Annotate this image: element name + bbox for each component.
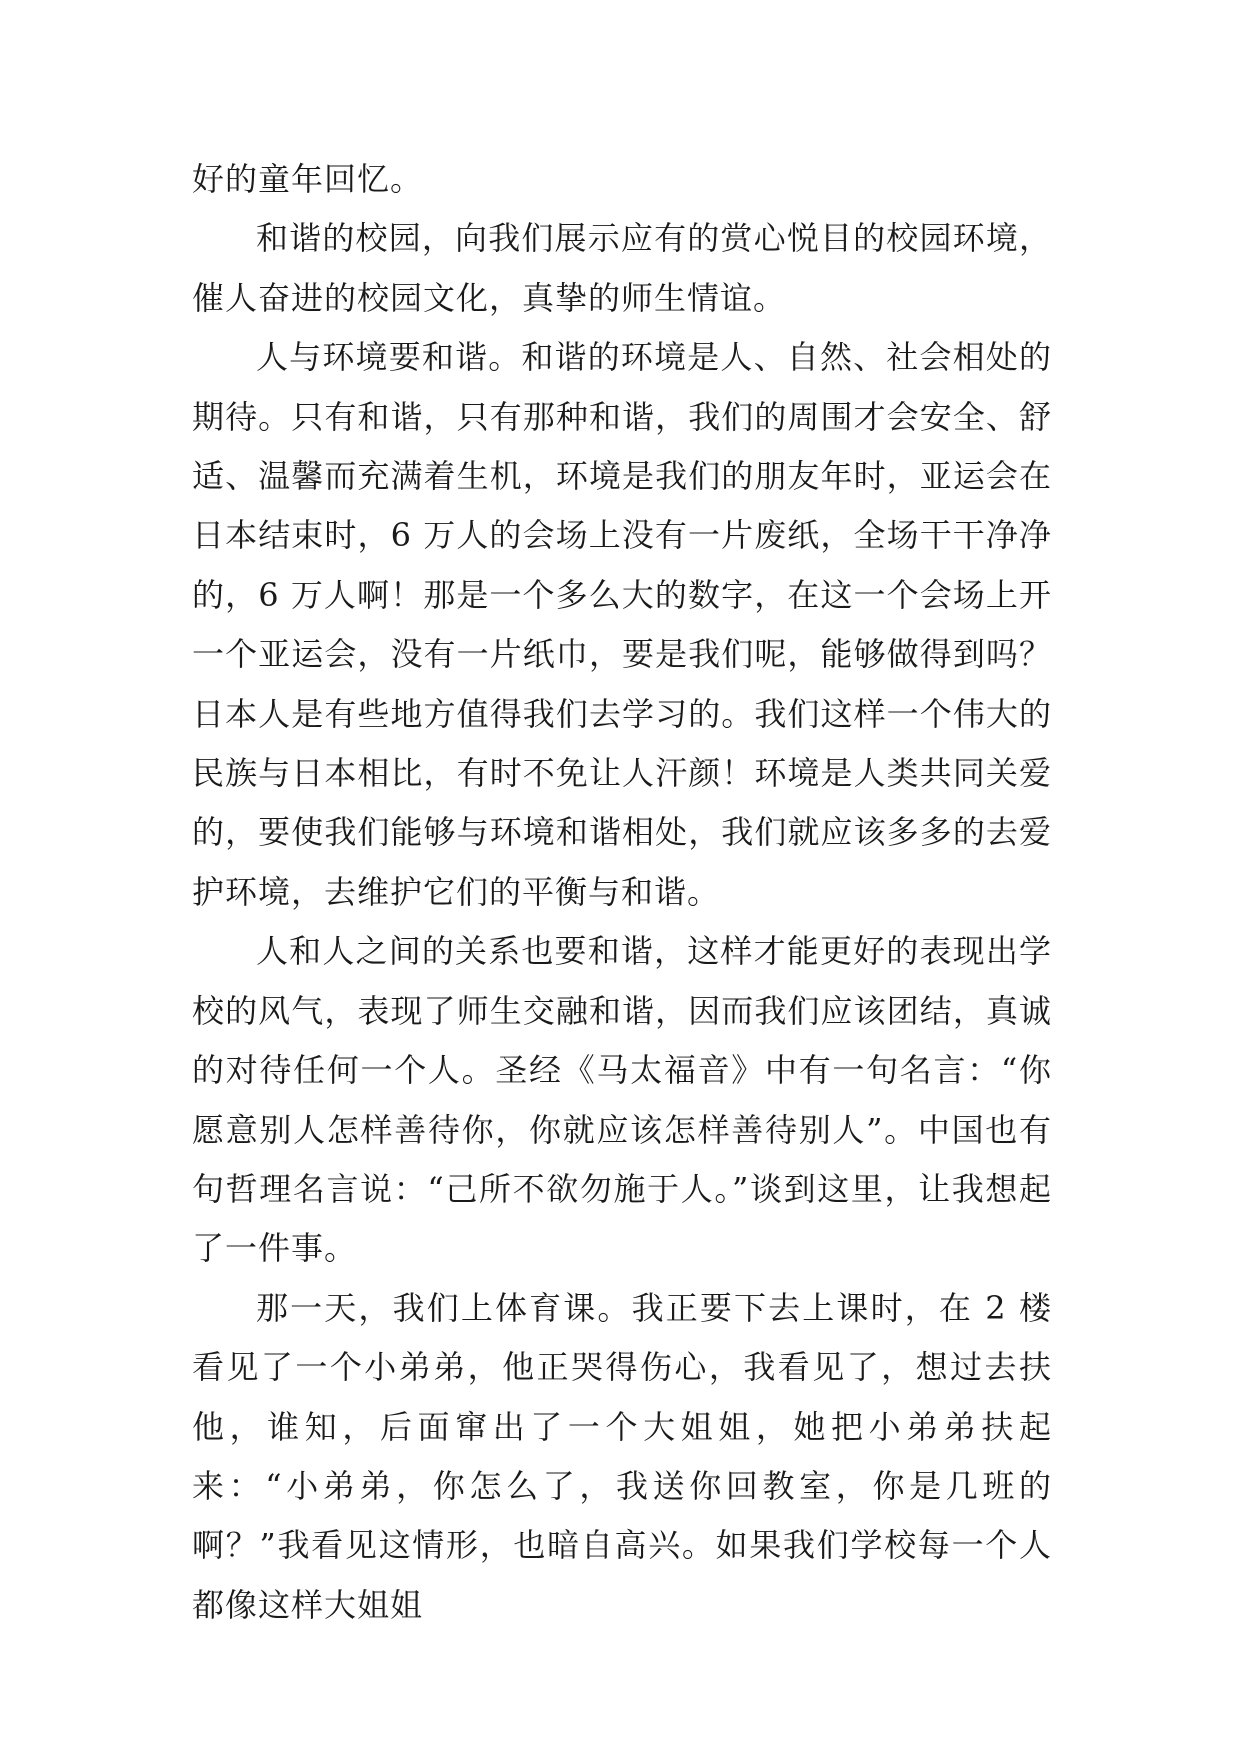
document-page	[192, 150, 1052, 1635]
paragraph-1: 好的童年回忆。	[192, 160, 424, 198]
paragraph-3: 人与环境要和谐。和谐的环境是人、自然、社会相处的期待。只有和谐，只有那种和谐，我们的周围才会安全、舒适、温馨而充满着生机，环境是我们的朋友年时，亚运会在日本结束时，6 万人的会场上没有一片废纸，全场干干净净的，6 万人啊！那是一个多么大的数字，在这一个会场上开一个亚运会，没有一片纸巾，要是我们呢，能够做得到吗？日本人是有些地方值得我们去学习的。我们这样一个伟大的民族与日本相比，有时不免让人汗颜！环境是人类共同关爱的，要使我们能够与环境和谐相处，我们就应该多多的去爱护环境，去维护它们的平衡与和谐。	[192, 338, 1052, 911]
paragraph-2: 和谐的校园，向我们展示应有的赏心悦目的校园环境，催人奋进的校园文化，真挚的师生情谊。	[192, 219, 1052, 317]
paragraph-4: 人和人之间的关系也要和谐，这样才能更好的表现出学校的风气，表现了师生交融和谐，因而我们应该团结，真诚的对待任何一个人。圣经《马太福音》中有一句名言：“你愿意别人怎样善待你，你就应该怎样善待别人”。中国也有句哲理名言说：“己所不欲勿施于人。”谈到这里，让我想起了一件事。	[192, 932, 1052, 1268]
paragraph-5: 那一天，我们上体育课。我正要下去上课时，在 2 楼看见了一个小弟弟，他正哭得伤心，我看见了，想过去扶他，谁知，后面窜出了一个大姐姐，她把小弟弟扶起来：“小弟弟，你怎么了，我送你回教室，你是几班的啊？”我看见这情形，也暗自高兴。如果我们学校每一个人都像这样大姐姐	[192, 1288, 1052, 1624]
